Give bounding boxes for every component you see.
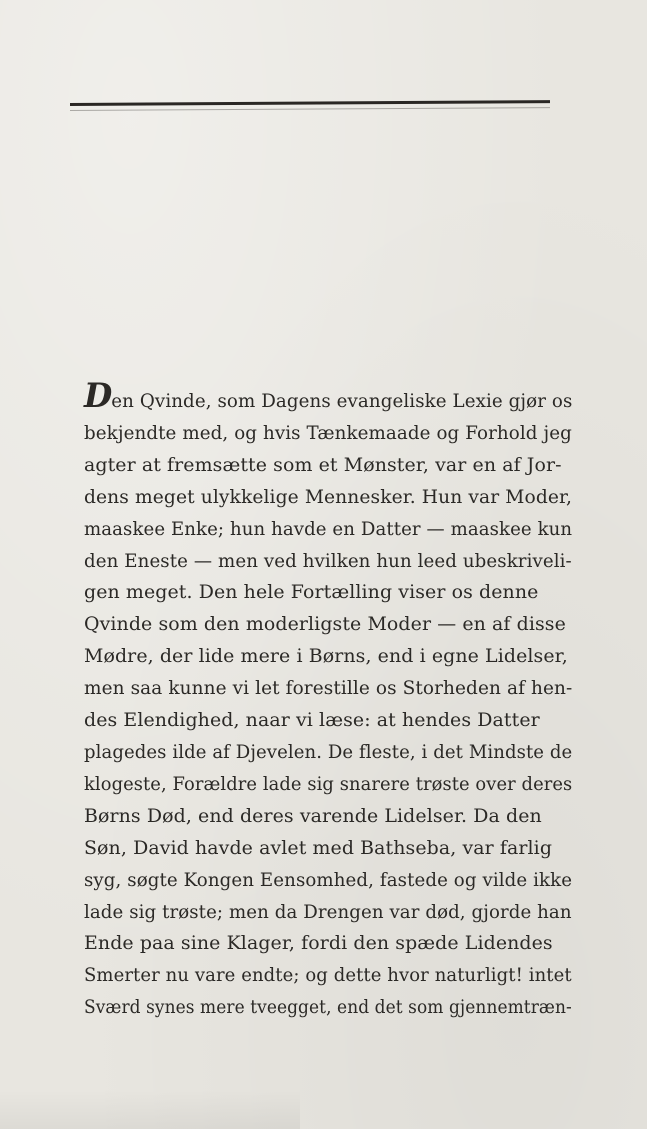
text-line-7: gen meget. Den hele Fortælling viser os denne — [84, 581, 539, 604]
drop-cap: D — [84, 376, 112, 416]
text-line-11: des Elendighed, naar vi læse: at hendes Datter — [84, 709, 540, 732]
body-text — [84, 376, 574, 1024]
text-line-2: bekjendte med, og hvis Tænkemaade og Forhold jeg — [84, 421, 572, 444]
text-line-17: lade sig trøste; men da Drengen var død, gjorde han — [84, 900, 572, 923]
first-line-rest: en Qvinde, som Dagens evangeliske Lexie gjør os — [111, 390, 573, 412]
text-line-19: Smerter nu vare endte; og dette hvor naturligt! intet — [84, 964, 572, 987]
text-line-14: Børns Død, end deres varende Lidelser. Da den — [84, 804, 542, 827]
text-line-1 — [84, 376, 573, 418]
text-line-8: Qvinde som den moderligste Moder — en af disse — [84, 613, 566, 636]
text-line-6: den Eneste — men ved hvilken hun leed ubeskriveli- — [84, 549, 572, 572]
header-rule — [70, 100, 550, 106]
text-line-5: maaskee Enke; hun havde en Datter — maaskee kun — [84, 517, 573, 540]
text-line-3: agter at fremsætte som et Mønster, var en af Jor- — [84, 453, 562, 476]
page-edge-shadow — [0, 1090, 300, 1129]
text-line-4: dens meget ulykkelige Mennesker. Hun var Moder, — [84, 485, 573, 508]
text-line-16: syg, søgte Kongen Eensomhed, fastede og vilde ikke — [84, 868, 573, 891]
text-line-12: plagedes ilde af Djevelen. De fleste, i det Mindste de — [84, 740, 573, 763]
header-rule-shadow — [70, 107, 550, 111]
text-line-13: klogeste, Forældre lade sig snarere trøste over deres — [84, 772, 573, 795]
text-line-20: Sværd synes mere tveegget, end det som gjennemtræn- — [84, 996, 572, 1019]
text-line-18: Ende paa sine Klager, fordi den spæde Lidendes — [84, 932, 553, 955]
text-line-15: Søn, David havde avlet med Bathseba, var farlig — [84, 836, 553, 859]
text-line-10: men saa kunne vi let forestille os Storheden af hen- — [84, 677, 573, 700]
text-line-9: Mødre, der lide mere i Børns, end i egne Lidelser, — [84, 645, 568, 668]
